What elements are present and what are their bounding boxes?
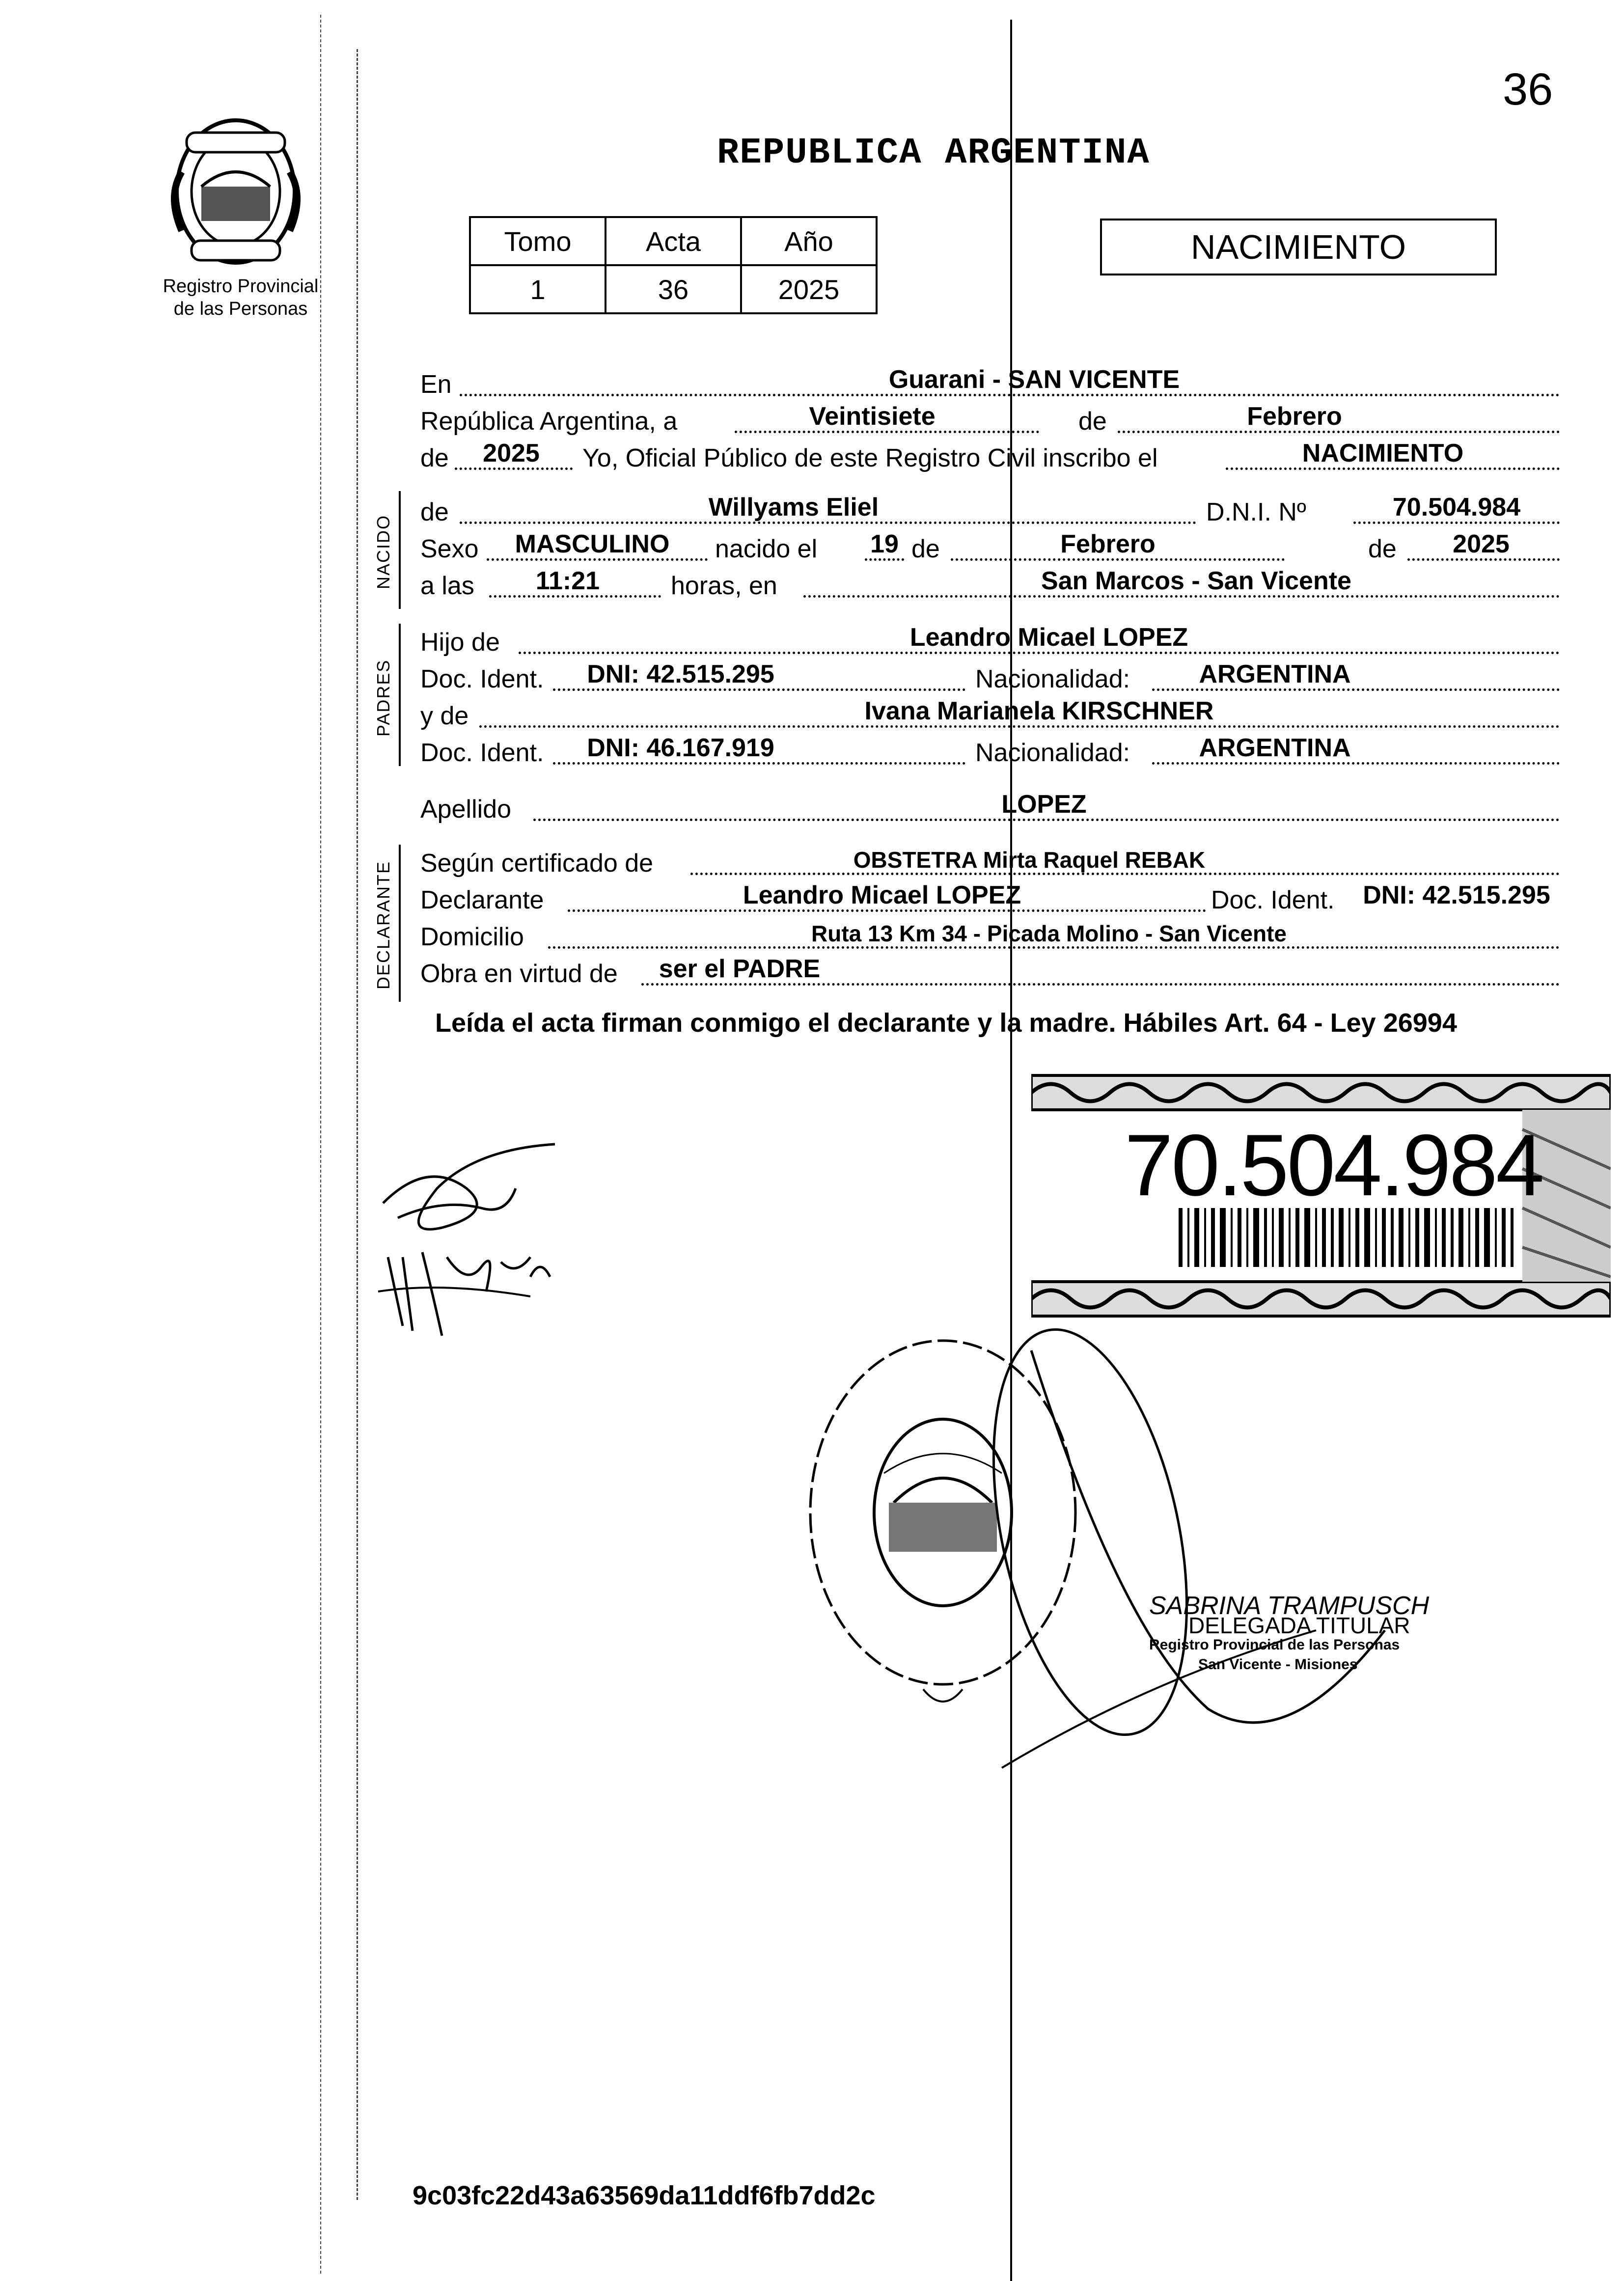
official-name: SABRINA TRAMPUSCH xyxy=(1149,1592,1430,1620)
official-title: DELEGADA TITULAR xyxy=(1188,1613,1410,1638)
value-birth-year: 2025 xyxy=(1453,530,1510,558)
value-hora: 11:21 xyxy=(535,567,600,595)
label-nacionalidad: Nacionalidad: xyxy=(975,665,1130,693)
label-decl-doc: Doc. Ident. xyxy=(1211,886,1335,914)
nacido-bar xyxy=(399,491,401,609)
label-obra: Obra en virtud de xyxy=(420,960,618,988)
record-type-box: NACIMIENTO xyxy=(1100,219,1497,275)
label-doc: Doc. Ident. xyxy=(420,739,544,767)
closing-statement: Leída el acta firman conmigo el declarante y la madre. Hábiles Art. 64 - Ley 26994 xyxy=(435,1008,1457,1038)
label-declarante: Declarante xyxy=(420,886,544,914)
value-madre: Ivana Marianela KIRSCHNER xyxy=(864,697,1214,725)
row-obra xyxy=(420,955,1560,992)
value-lugar: San Marcos - San Vicente xyxy=(1041,567,1351,595)
value-madre-nac: ARGENTINA xyxy=(1199,734,1351,762)
header-tomo: Tomo xyxy=(470,217,606,265)
value-inscribo: NACIMIENTO xyxy=(1302,439,1464,467)
value-domicilio: Ruta 13 Km 34 - Picada Molino - San Vicente xyxy=(811,921,1287,946)
value-tomo: 1 xyxy=(470,265,606,313)
label-hijo: Hijo de xyxy=(420,628,500,657)
label-domicilio: Domicilio xyxy=(420,923,524,951)
side-label-nacido: NACIDO xyxy=(373,514,393,589)
label-dni: D.N.I. Nº xyxy=(1206,498,1306,526)
province-seal-logo xyxy=(162,113,309,270)
row-nombre xyxy=(420,494,1560,531)
padres-bar xyxy=(399,624,401,766)
official-place: San Vicente - Misiones xyxy=(1198,1656,1358,1673)
value-day: Veintisiete xyxy=(809,402,936,431)
label-de2: de xyxy=(420,444,449,472)
value-en: Guarani - SAN VICENTE xyxy=(888,365,1180,394)
row-sexo xyxy=(420,530,1560,568)
value-declarante: Leandro Micael LOPEZ xyxy=(743,881,1021,909)
label-oficial: Yo, Oficial Público de este Registro Civil inscribo el xyxy=(582,444,1158,472)
id-sticker xyxy=(1031,1071,1611,1321)
row-madre-doc xyxy=(420,734,1560,771)
label-de3: de xyxy=(420,498,449,526)
value-certificado: OBSTETRA Mirta Raquel REBAK xyxy=(853,847,1206,873)
document-hash: 9c03fc22d43a63569da11ddf6fb7dd2c xyxy=(413,2181,876,2210)
label-apellido: Apellido xyxy=(420,795,512,824)
row-padre-doc xyxy=(420,660,1560,698)
value-month: Febrero xyxy=(1247,402,1342,431)
label-horas: horas, en xyxy=(671,572,777,600)
value-padre-doc: DNI: 42.515.295 xyxy=(587,660,774,688)
value-year: 2025 xyxy=(483,439,540,467)
label-nacionalidad: Nacionalidad: xyxy=(975,739,1130,767)
header-ano: Año xyxy=(741,217,877,265)
barcode xyxy=(1179,1208,1514,1267)
declarant-signatures xyxy=(368,1129,575,1350)
value-madre-doc: DNI: 46.167.919 xyxy=(587,734,774,762)
row-en xyxy=(420,366,1560,403)
label-doc: Doc. Ident. xyxy=(420,665,544,693)
value-dni: 70.504.984 xyxy=(1392,493,1521,522)
row-hijo xyxy=(420,624,1560,661)
label-sexo: Sexo xyxy=(420,535,479,563)
official-org: Registro Provincial de las Personas xyxy=(1149,1637,1400,1653)
logo-caption: Registro Provincial de las Personas xyxy=(163,276,319,319)
label-de5: de xyxy=(1368,535,1397,563)
row-domicilio xyxy=(420,918,1560,956)
label-en: En xyxy=(420,370,452,399)
side-label-declarante: DECLARANTE xyxy=(373,860,393,989)
value-decl-doc: DNI: 42.515.295 xyxy=(1363,881,1550,909)
value-birth-day: 19 xyxy=(870,530,899,558)
row-declarante xyxy=(420,881,1560,919)
declarante-bar xyxy=(399,845,401,1002)
row-oficial xyxy=(420,440,1560,477)
page-number: 36 xyxy=(1503,64,1553,114)
page-title: REPUBLICA ARGENTINA xyxy=(717,133,1150,174)
label-segun: Según certificado de xyxy=(420,849,654,878)
value-apellido: LOPEZ xyxy=(1001,790,1087,819)
label-de: de xyxy=(1078,407,1107,436)
side-label-padres: PADRES xyxy=(373,659,393,737)
value-acta: 36 xyxy=(606,265,741,313)
label-alas: a las xyxy=(420,572,474,600)
row-madre xyxy=(420,697,1560,735)
header-acta: Acta xyxy=(606,217,741,265)
value-name: Willyams Eliel xyxy=(708,493,879,522)
label-yde: y de xyxy=(420,702,469,730)
center-fold-line xyxy=(1010,20,1012,2281)
official-signature-block xyxy=(1149,1592,1430,1675)
value-sexo: MASCULINO xyxy=(515,530,670,558)
row-hora xyxy=(420,567,1560,605)
label-nacido: nacido el xyxy=(715,535,818,563)
value-obra: ser el PADRE xyxy=(659,955,821,983)
value-ano: 2025 xyxy=(741,265,877,313)
row-apellido xyxy=(420,791,1560,828)
value-birth-month: Febrero xyxy=(1060,530,1156,558)
value-padre-nac: ARGENTINA xyxy=(1199,660,1351,688)
left-margin-line xyxy=(357,49,358,2200)
sticker-number: 70.504.984 xyxy=(1125,1116,1542,1214)
row-certificado xyxy=(420,845,1560,882)
label-de4: de xyxy=(911,535,940,563)
far-left-margin-line xyxy=(320,15,321,2274)
label-republica: República Argentina, a xyxy=(420,407,678,436)
value-padre: Leandro Micael LOPEZ xyxy=(909,623,1188,652)
row-republica xyxy=(420,403,1560,440)
record-table xyxy=(469,216,878,314)
